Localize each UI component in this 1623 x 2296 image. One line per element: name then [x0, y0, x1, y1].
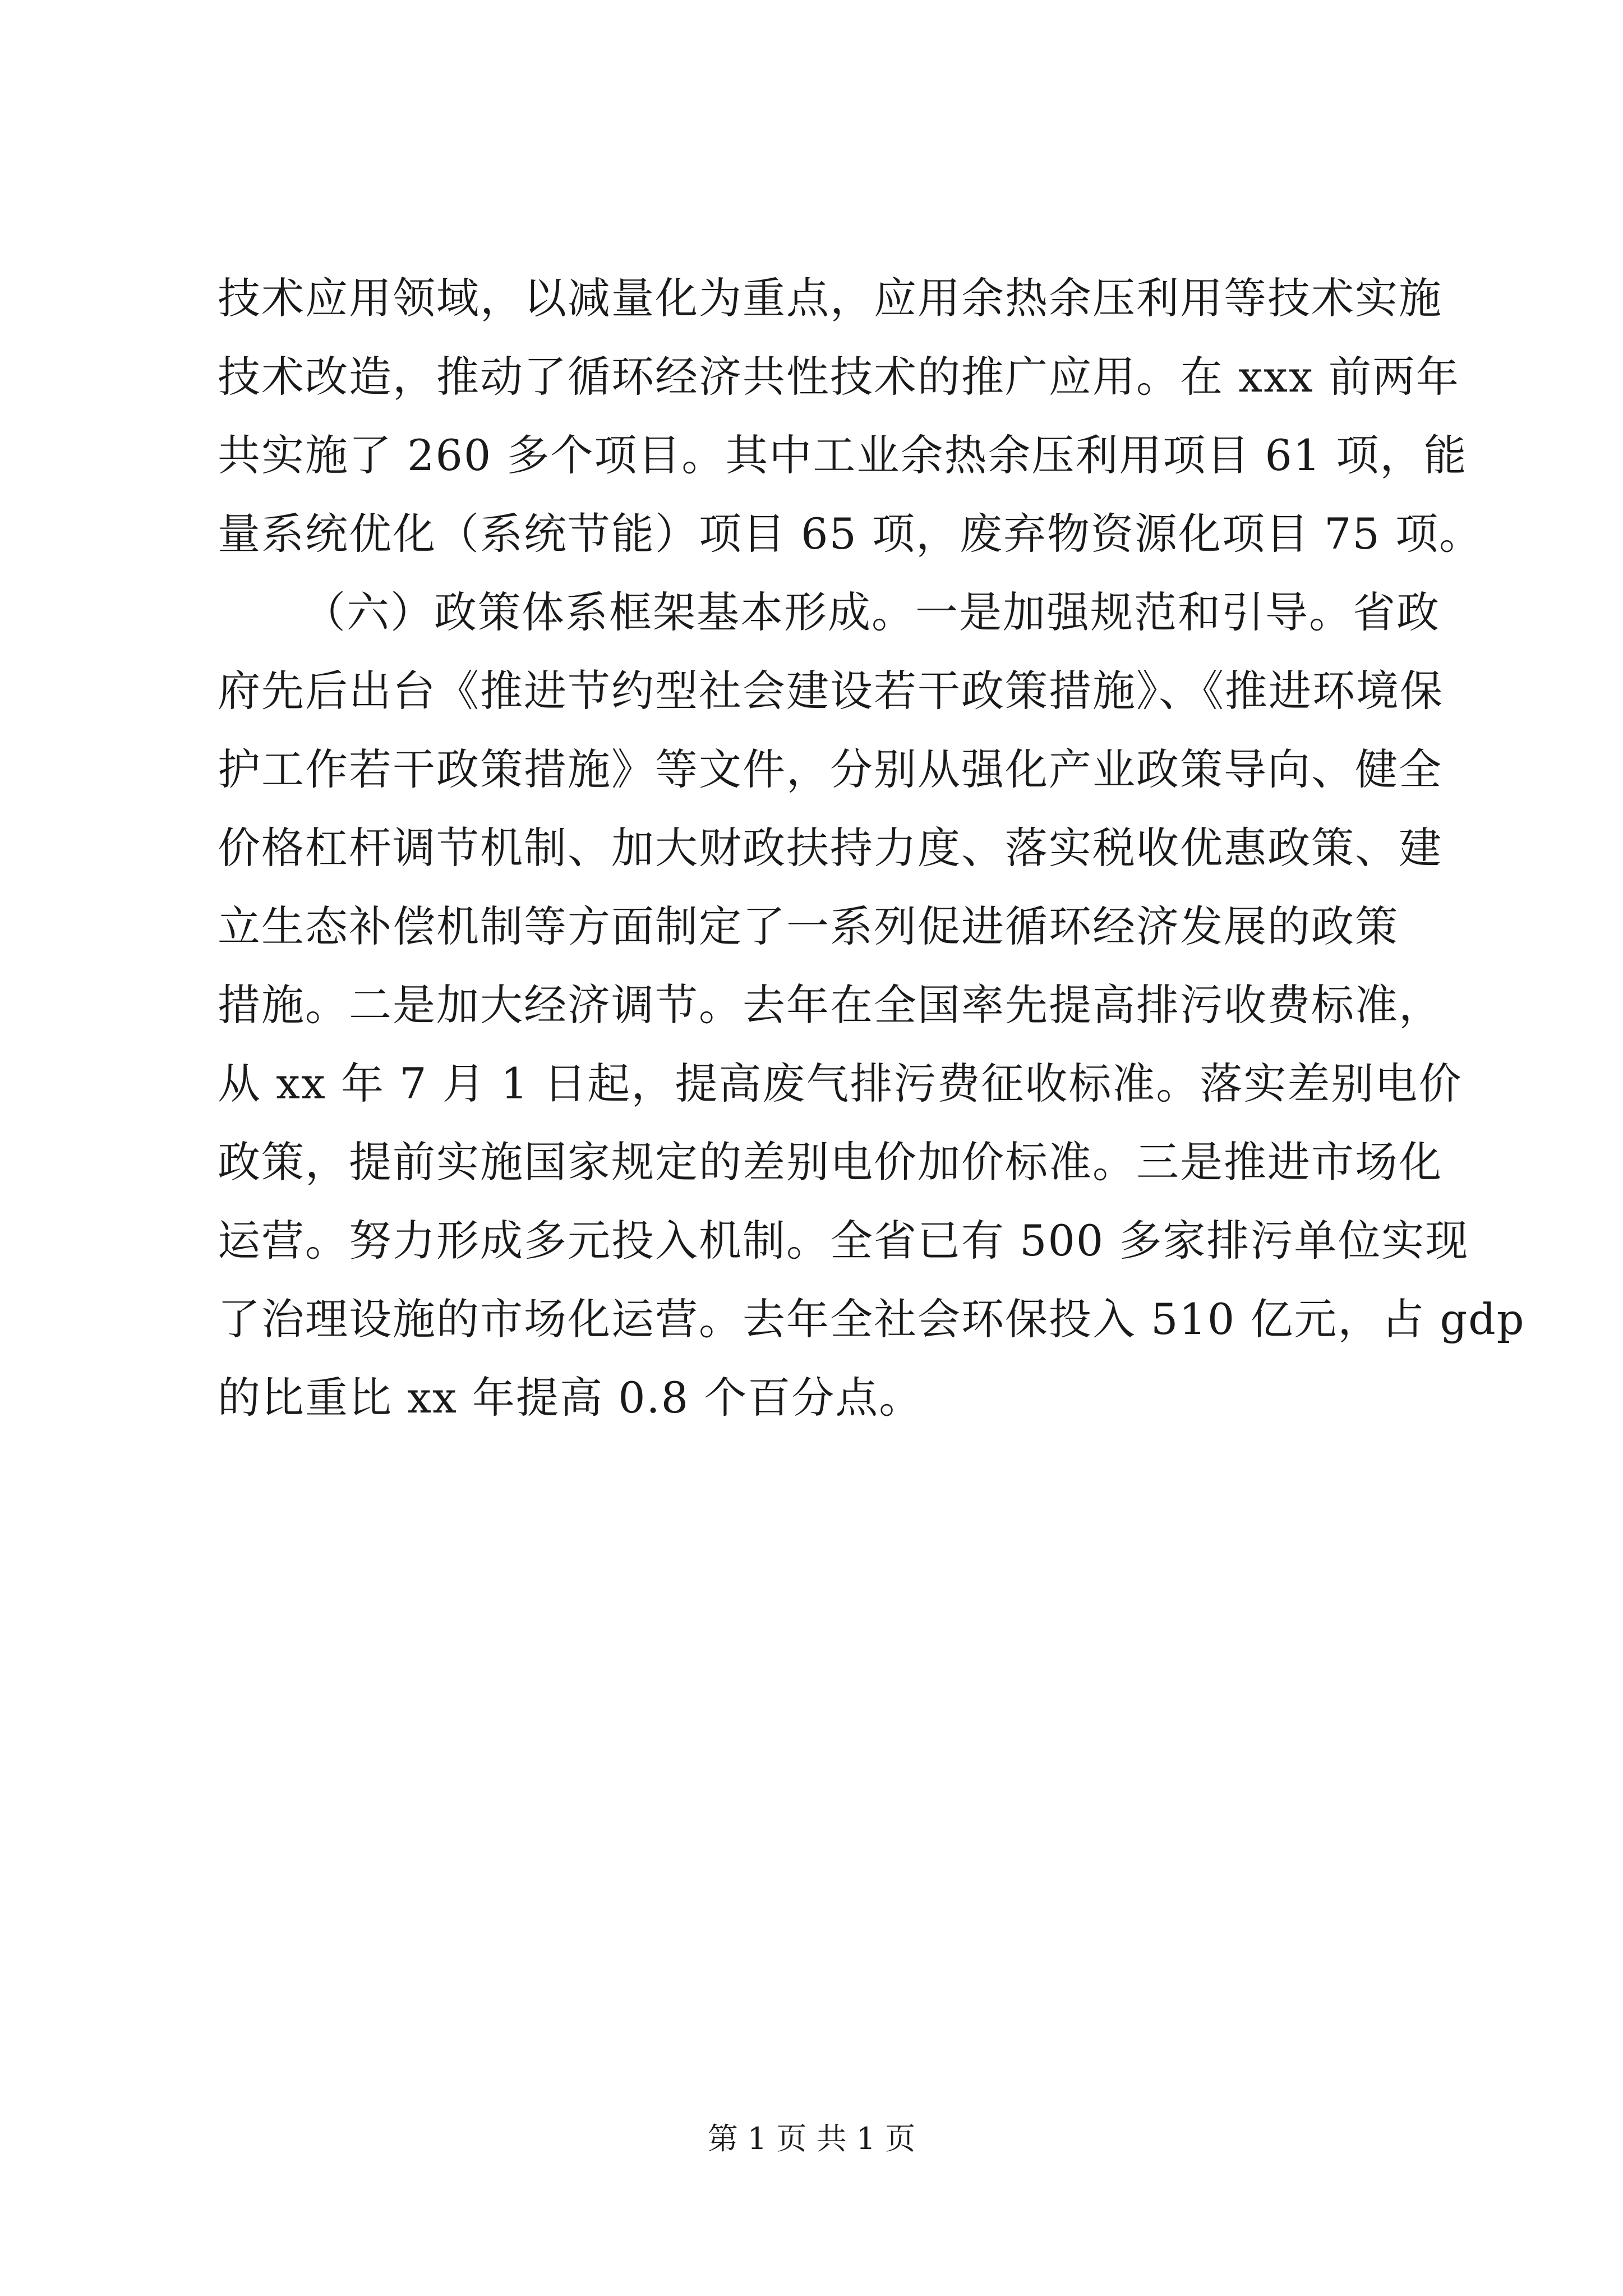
paragraph-line: 量系统优化（系统节能）项目 65 项，废弃物资源化项目 75 项。 — [218, 509, 1483, 559]
paragraph-line: 政策，提前实施国家规定的差别电价加价标准。三是推进市场化 — [218, 1137, 1442, 1187]
paragraph-line: 护工作若干政策措施》等文件，分别从强化产业政策导向、健全 — [218, 744, 1442, 794]
paragraph-line: 立生态补偿机制等方面制定了一系列促进循环经济发展的政策 — [218, 901, 1399, 951]
paragraph-line: 了治理设施的市场化运营。去年全社会环保投入 510 亿元，占 gdp — [218, 1294, 1525, 1344]
paragraph-line: （六）政策体系框架基本形成。一是加强规范和引导。省政 — [303, 587, 1440, 637]
paragraph-line: 运营。努力形成多元投入机制。全省已有 500 多家排污单位实现 — [218, 1216, 1469, 1266]
paragraph-line: 从 xx 年 7 月 1 日起，提高废气排污费征收标准。落实差别电价 — [218, 1059, 1463, 1108]
document-body — [218, 259, 1525, 1437]
paragraph-line: 府先后出台《推进节约型社会建设若干政策措施》、《推进环境保 — [218, 666, 1444, 716]
paragraph-line: 价格杠杆调节机制、加大财政扶持力度、落实税收优惠政策、建 — [218, 823, 1442, 873]
paragraph-line: 的比重比 xx 年提高 0.8 个百分点。 — [218, 1373, 923, 1423]
paragraph-line: 共实施了 260 多个项目。其中工业余热余压利用项目 61 项，能 — [218, 430, 1468, 480]
page-footer: 第 1 页 共 1 页 — [707, 2121, 916, 2156]
paragraph-line: 技术应用领域，以减量化为重点，应用余热余压利用等技术实施 — [218, 273, 1442, 323]
paragraph-line: 技术改造，推动了循环经济共性技术的推广应用。在 xxx 前两年 — [218, 352, 1460, 402]
paragraph-line: 措施。二是加大经济调节。去年在全国率先提高排污收费标准， — [218, 980, 1442, 1030]
